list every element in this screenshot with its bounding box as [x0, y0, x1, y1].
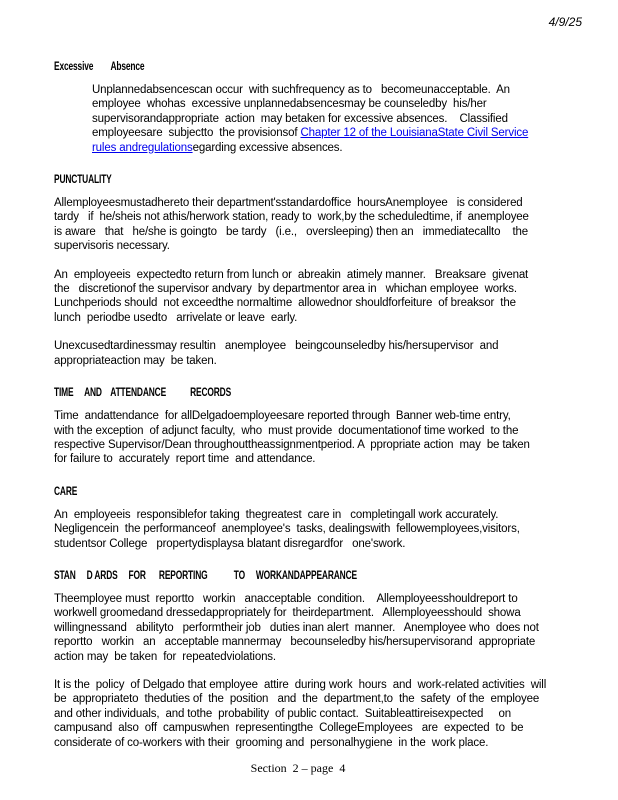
civil-service-rules-link[interactable]: Chapter 12 of the LouisianaState Civil Service: [300, 127, 529, 140]
text-line: An employeeis expectedto return from lunch or abreakin atimely manner. Breaksare givenat: [54, 268, 529, 281]
civil-service-rules-link[interactable]: rules andregulations: [92, 141, 193, 154]
text-line: for failure to accurately report time and attendance.: [54, 453, 316, 466]
section-heading: Excessive Absence: [54, 61, 145, 73]
section-heading: TIME AND ATTENDANCE RECORDS: [54, 387, 232, 400]
section-heading: STAN D ARDS FOR REPORTING TO WORKANDAPPEARANCE: [54, 569, 357, 582]
document-date: 4/9/25: [548, 15, 582, 29]
text-line: action may be taken for repeatedviolations.: [54, 650, 276, 663]
text-line: supervisoris necessary.: [54, 240, 170, 253]
text-line: Time andattendance for allDelgadoemployeesare reported through Banner web-time entry,: [54, 410, 511, 423]
text-line: be appropriateto theduties of the position and the department,to the safety of the employee: [54, 693, 540, 706]
text-line: It is the policy of Delgado that employee attire during work hours and work-related activities will: [54, 678, 547, 691]
text-line: respective Supervisor/Dean throughouttheassignmentperiod. A ppropriate action may be taken: [54, 438, 530, 451]
text-segment: egarding excessive absences.: [192, 141, 343, 154]
text-line: is aware that he/she is goingto be tardy (i.e., oversleeping) then an immediatecallto the: [54, 225, 529, 238]
section-heading: PUNCTUALITY: [54, 174, 112, 187]
text-line: Allemployeesmustadhereto their department'sstandardoffice hoursAnemployee is considered: [54, 197, 523, 210]
text-line: Lunchperiods should not exceedthe normaltime allowednor shouldforfeiture of breaksor the: [54, 297, 516, 310]
text-line: considerate of co-workers with their grooming and personalhygiene in the work place.: [54, 736, 489, 749]
text-line: the discretionof the supervisor andvary by departmentor area in whichan employee works.: [54, 283, 517, 296]
text-line: supervisorandappropriate action may betaken for excessive absences. Classified: [92, 112, 508, 125]
text-line: with the exception of adjunct faculty, who must provide documentationof time worked to the: [54, 424, 519, 437]
paragraph: [54, 592, 588, 664]
text-line: Negligencein the performanceof anemployee's tasks, dealingswith fellowemployees,visitors,: [54, 523, 520, 536]
text-line: campusand also off campuswhen representingthe CollegeEmployees are expected to be: [54, 722, 524, 735]
text-line: An employeeis responsiblefor taking thegreatest care in completingall work accurately.: [54, 508, 499, 521]
text-segment: employeesare subjectto the provisionsof: [92, 127, 301, 140]
text-line: tardy if he/sheis not athis/herwork station, ready to work,by the scheduledtime, if anemployee: [54, 211, 529, 224]
text-line: Unplannedabsencescan occur with suchfrequency as to becomeunacceptable. An: [92, 84, 510, 96]
paragraph: [54, 268, 588, 326]
text-line: workwell groomedand dressedappropriately for theirdepartment. Allemployeesshould showa: [54, 607, 521, 620]
text-line: lunch periodbe usedto arrivelate or leave early.: [54, 311, 298, 324]
paragraph: [54, 678, 588, 750]
paragraph: [54, 83, 588, 155]
text-line: [92, 126, 588, 140]
text-line: studentsor College propertydisplaysa blatant disregardfor one'swork.: [54, 537, 406, 550]
text-line: appropriateaction may be taken.: [54, 354, 217, 367]
text-line: Unexcusedtardinessmay resultin anemployee beingcounseledby his/hersupervisor and: [54, 340, 499, 353]
text-line: reportto workin an acceptable mannermay becounseledby his/hersupervisorand appropriate: [54, 636, 536, 649]
text-line: willingnessand abilityto performtheir job duties inan alert manner. Anemployee who does not: [54, 621, 539, 634]
section-heading: CARE: [54, 485, 78, 498]
document-body: [54, 42, 588, 764]
text-line: employee whohas excessive unplannedabsencesmay be counseledby his/her: [92, 98, 487, 111]
paragraph: [54, 196, 588, 254]
paragraph: [54, 339, 588, 368]
text-line: [92, 141, 588, 155]
paragraph: [54, 508, 588, 551]
page-footer: Section 2 – page 4: [250, 761, 346, 775]
text-line: and other individuals, and tothe probability of public contact. Suitableattireisexpected on: [54, 707, 511, 720]
paragraph: [54, 409, 588, 467]
text-line: Theemployee must reportto workin anacceptable condition. Allemployeesshouldreport to: [54, 592, 518, 605]
